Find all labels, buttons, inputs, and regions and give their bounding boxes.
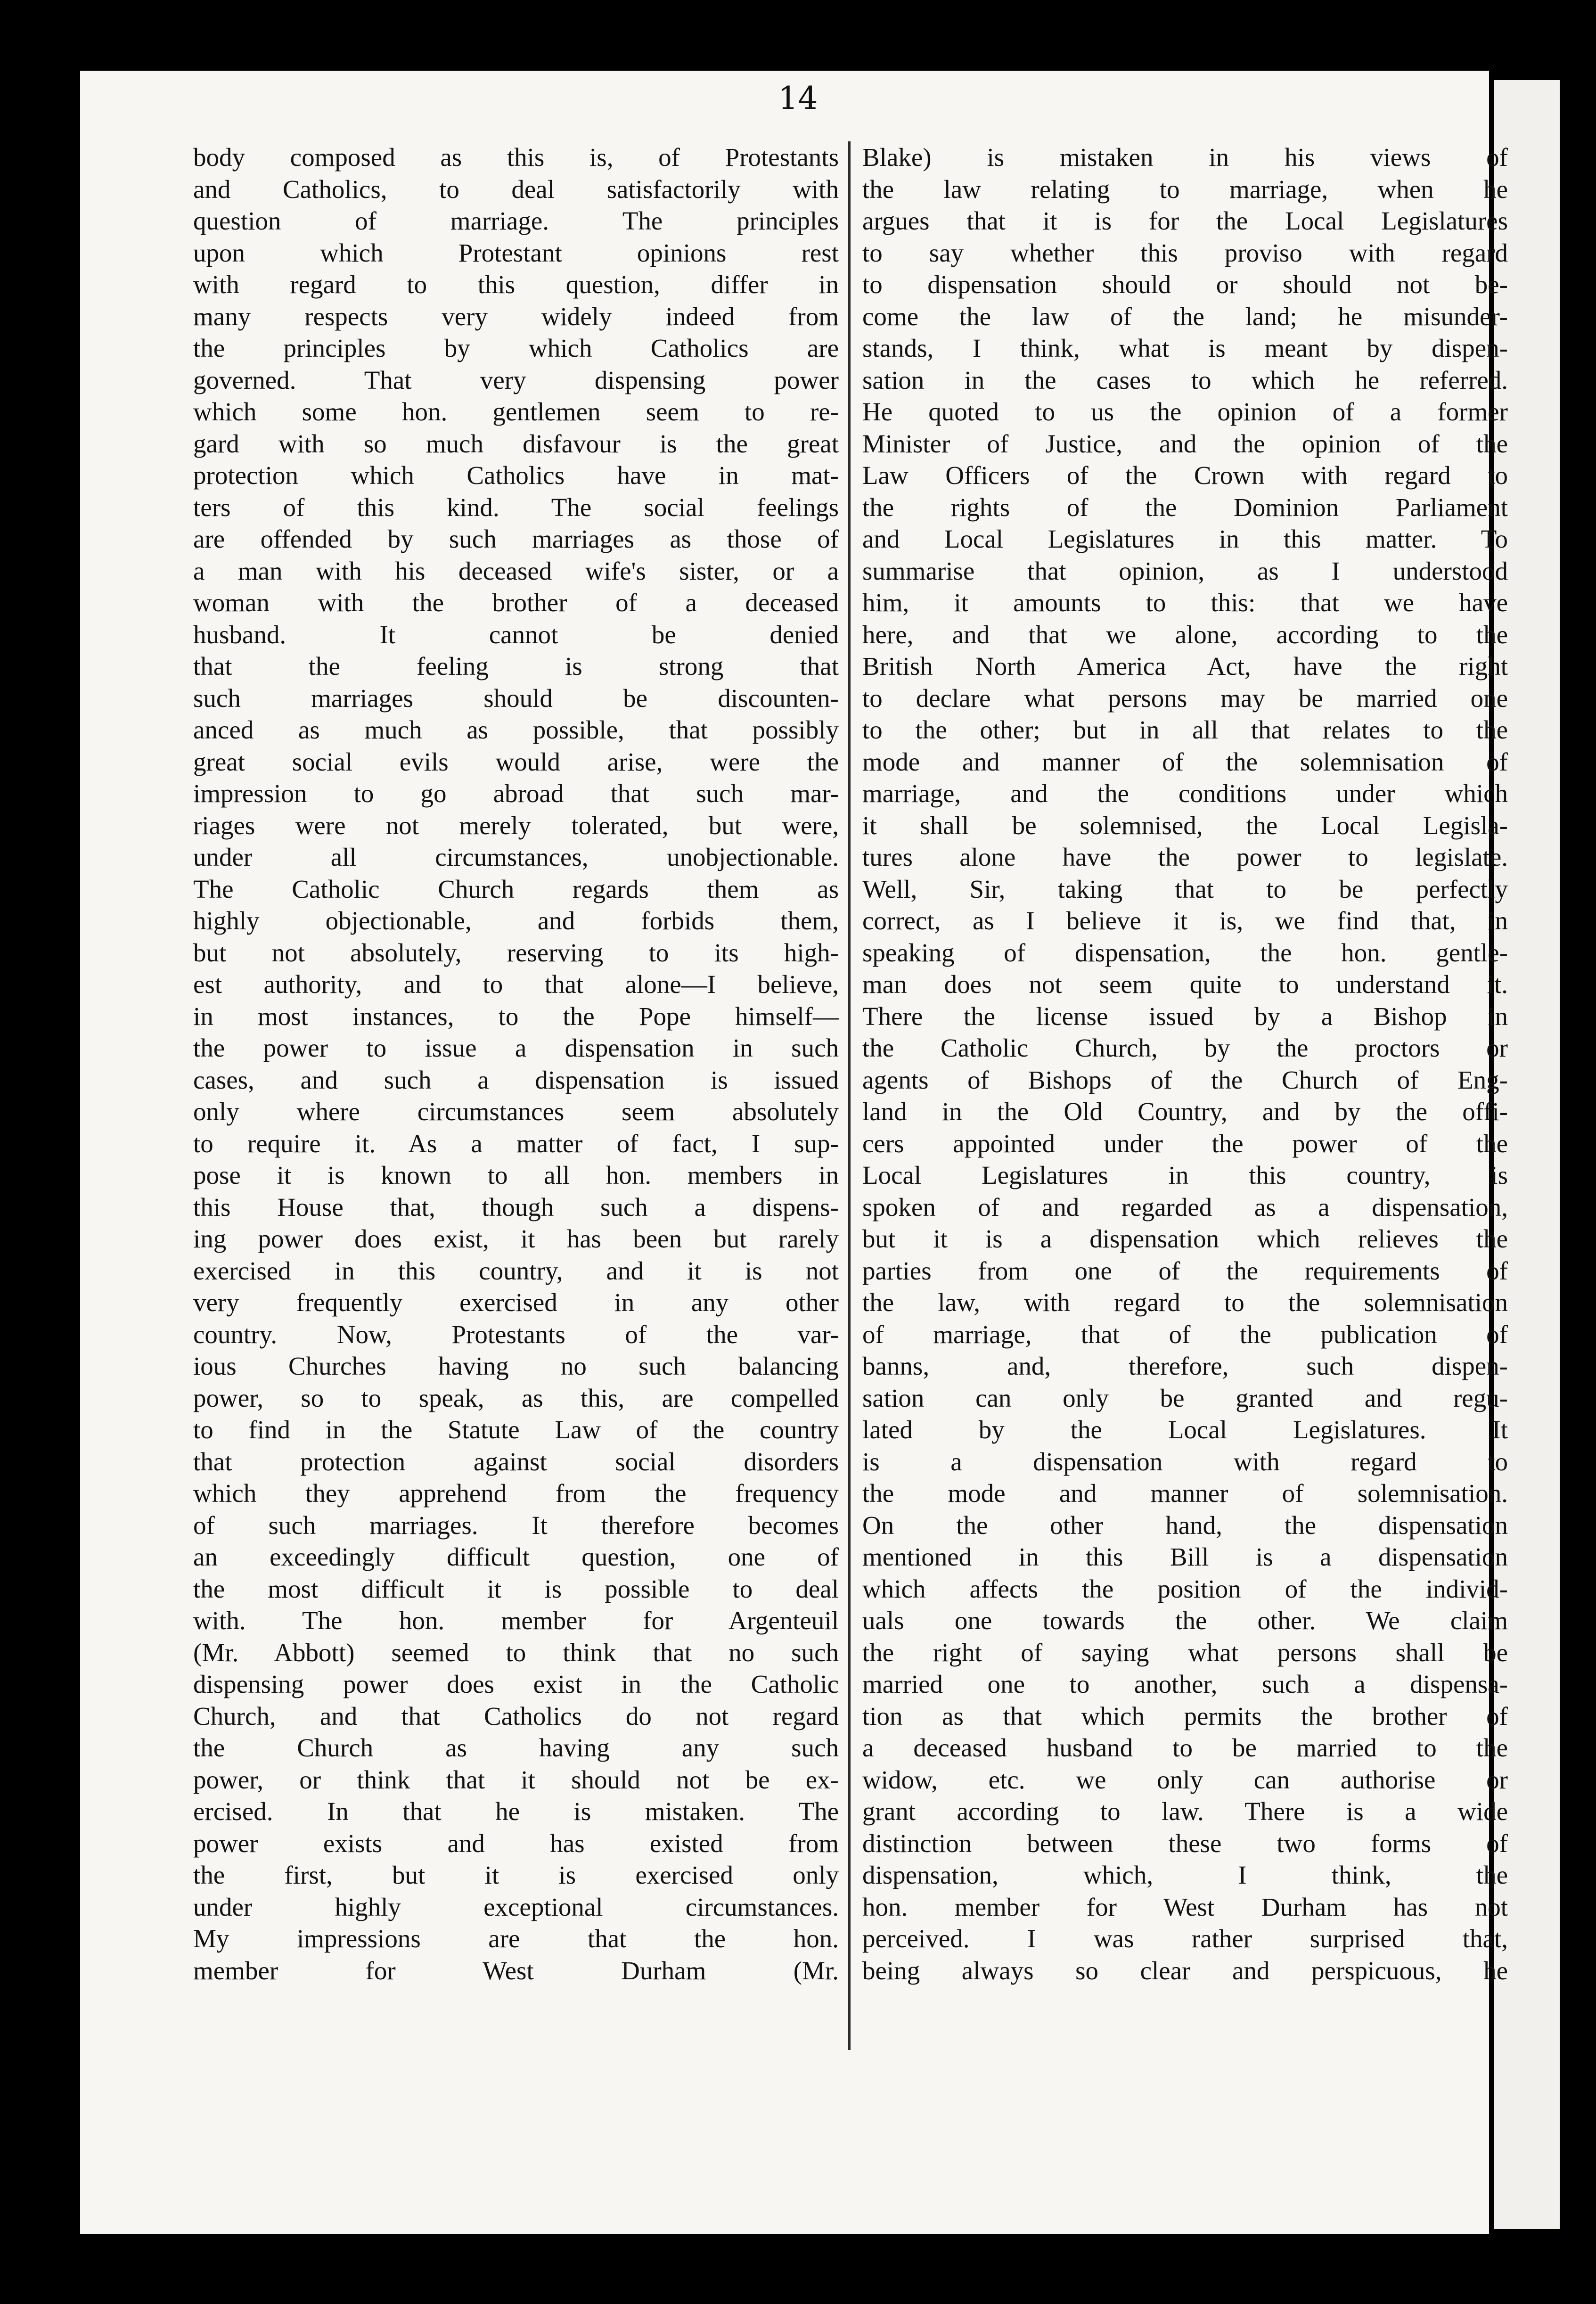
text-line: land in the Old Country, and by the offi- xyxy=(862,1097,1508,1126)
text-line: husband. It cannot be denied xyxy=(193,620,839,649)
text-line: it shall be solemnised, the Local Legisla- xyxy=(862,811,1508,840)
text-line: to require it. As a matter of fact, I sup- xyxy=(193,1129,839,1158)
column-divider xyxy=(848,141,851,2050)
text-line: governed. That very dispensing power xyxy=(193,365,839,394)
text-line: speaking of dispensation, the hon. gentle- xyxy=(862,938,1508,967)
text-line: tion as that which permits the brother of xyxy=(862,1701,1508,1730)
text-line: to the other; but in all that relates to the xyxy=(862,715,1508,744)
text-line: There the license issued by a Bishop in xyxy=(862,1001,1508,1031)
left-text-column xyxy=(193,141,839,2055)
text-line: the right of saying what persons shall be xyxy=(862,1638,1508,1667)
text-line: an exceedingly difficult question, one of xyxy=(193,1542,839,1571)
text-line: upon which Protestant opinions rest xyxy=(193,238,839,267)
text-line: which some hon. gentlemen seem to re- xyxy=(193,397,839,426)
text-line: only where circumstances seem absolutely xyxy=(193,1097,839,1126)
text-line: mentioned in this Bill is a dispensation xyxy=(862,1542,1508,1571)
text-line: cases, and such a dispensation is issued xyxy=(193,1065,839,1094)
text-line: are offended by such marriages as those of xyxy=(193,525,839,553)
text-line: stands, I think, what is meant by dispen- xyxy=(862,334,1508,362)
text-line: impression to go abroad that such mar- xyxy=(193,779,839,808)
text-line: under all circumstances, unobjectionable. xyxy=(193,843,839,871)
text-line: to find in the Statute Law of the country xyxy=(193,1415,839,1444)
text-line: est authority, and to that alone—I believe, xyxy=(193,970,839,999)
text-line: exercised in this country, and it is not xyxy=(193,1256,839,1285)
text-line: ercised. In that he is mistaken. The xyxy=(193,1797,839,1826)
text-line: come the law of the land; he misunder- xyxy=(862,302,1508,331)
text-line: to dispensation should or should not be- xyxy=(862,270,1508,299)
text-line: anced as much as possible, that possibly xyxy=(193,715,839,744)
text-line: dispensation, which, I think, the xyxy=(862,1861,1508,1889)
text-line: which they apprehend from the frequency xyxy=(193,1479,839,1508)
text-line: him, it amounts to this: that we have xyxy=(862,588,1508,617)
text-line: to say whether this proviso with regard xyxy=(862,238,1508,267)
text-line: a deceased husband to be married to the xyxy=(862,1733,1508,1762)
text-line: with. The hon. member for Argenteuil xyxy=(193,1606,839,1635)
text-line: Church, and that Catholics do not regard xyxy=(193,1701,839,1730)
page-number: 14 xyxy=(778,80,818,116)
text-line: pose it is known to all hon. members in xyxy=(193,1161,839,1189)
text-line: question of marriage. The principles xyxy=(193,206,839,235)
text-line: On the other hand, the dispensation xyxy=(862,1510,1508,1540)
text-line: marriage, and the conditions under which xyxy=(862,779,1508,808)
text-line: with regard to this question, differ in xyxy=(193,270,839,299)
text-line: the Catholic Church, by the proctors or xyxy=(862,1033,1508,1062)
text-line: Blake) is mistaken in his views of xyxy=(862,143,1508,172)
text-line: power exists and has existed from xyxy=(193,1828,839,1858)
text-line: spoken of and regarded as a dispensation, xyxy=(862,1192,1508,1222)
text-line: highly objectionable, and forbids them, xyxy=(193,906,839,935)
text-line: that protection against social disorders xyxy=(193,1447,839,1476)
text-line: ious Churches having no such balancing xyxy=(193,1352,839,1380)
text-line: distinction between these two forms of xyxy=(862,1828,1508,1858)
text-line: cers appointed under the power of the xyxy=(862,1129,1508,1158)
text-line: in most instances, to the Pope himself— xyxy=(193,1001,839,1031)
text-line: the law relating to marriage, when he xyxy=(862,174,1508,204)
text-line: (Mr. Abbott) seemed to think that no such xyxy=(193,1638,839,1667)
text-line: ters of this kind. The social feelings xyxy=(193,492,839,522)
text-line: hon. member for West Durham has not xyxy=(862,1892,1508,1921)
text-line: the power to issue a dispensation in such xyxy=(193,1033,839,1062)
text-line: which affects the position of the individ- xyxy=(862,1574,1508,1603)
text-line: the mode and manner of solemnisation. xyxy=(862,1479,1508,1508)
text-line: widow, etc. we only can authorise or xyxy=(862,1765,1508,1794)
text-line: woman with the brother of a deceased xyxy=(193,588,839,617)
text-line: but not absolutely, reserving to its high- xyxy=(193,938,839,967)
text-line: correct, as I believe it is, we find that, in xyxy=(862,906,1508,935)
text-line: the most difficult it is possible to deal xyxy=(193,1574,839,1603)
text-line: agents of Bishops of the Church of Eng- xyxy=(862,1065,1508,1094)
text-line: mode and manner of the solemnisation of xyxy=(862,747,1508,776)
text-line: that the feeling is strong that xyxy=(193,652,839,681)
text-line: Well, Sir, taking that to be perfectly xyxy=(862,874,1508,903)
text-line: The Catholic Church regards them as xyxy=(193,874,839,903)
text-line: grant according to law. There is a wide xyxy=(862,1797,1508,1826)
text-line: Local Legislatures in this country, is xyxy=(862,1161,1508,1189)
text-line: British North America Act, have the right xyxy=(862,652,1508,681)
text-line: argues that it is for the Local Legislatures xyxy=(862,206,1508,235)
text-line: great social evils would arise, were the xyxy=(193,747,839,776)
text-line: power, or think that it should not be ex- xyxy=(193,1765,839,1794)
text-line: the first, but it is exercised only xyxy=(193,1861,839,1889)
text-line: tures alone have the power to legislate. xyxy=(862,843,1508,871)
right-text-column xyxy=(862,141,1508,2055)
text-line: uals one towards the other. We claim xyxy=(862,1606,1508,1635)
text-line: parties from one of the requirements of xyxy=(862,1256,1508,1285)
text-line: is a dispensation with regard to xyxy=(862,1447,1508,1476)
text-line: member for West Durham (Mr. xyxy=(193,1956,839,1985)
text-line: being always so clear and perspicuous, he xyxy=(862,1956,1508,1985)
text-line: many respects very widely indeed from xyxy=(193,302,839,331)
text-line: banns, and, therefore, such dispen- xyxy=(862,1352,1508,1380)
text-line: My impressions are that the hon. xyxy=(193,1924,839,1953)
text-line: He quoted to us the opinion of a former xyxy=(862,397,1508,426)
text-line: and Local Legislatures in this matter. To xyxy=(862,525,1508,553)
text-line: this House that, though such a dispens- xyxy=(193,1192,839,1222)
text-line: riages were not merely tolerated, but were, xyxy=(193,811,839,840)
text-line: the law, with regard to the solemnisation xyxy=(862,1288,1508,1317)
text-line: perceived. I was rather surprised that, xyxy=(862,1924,1508,1953)
text-line: under highly exceptional circumstances. xyxy=(193,1892,839,1921)
text-line: of such marriages. It therefore becomes xyxy=(193,1510,839,1540)
text-line: lated by the Local Legislatures. It xyxy=(862,1415,1508,1444)
text-line: Minister of Justice, and the opinion of the xyxy=(862,429,1508,458)
text-line: gard with so much disfavour is the great xyxy=(193,429,839,458)
text-line: the rights of the Dominion Parliament xyxy=(862,492,1508,522)
text-line: to declare what persons may be married one xyxy=(862,683,1508,713)
text-line: sation in the cases to which he referred. xyxy=(862,365,1508,394)
text-line: dispensing power does exist in the Catholic xyxy=(193,1670,839,1698)
text-line: country. Now, Protestants of the var- xyxy=(193,1320,839,1349)
text-line: but it is a dispensation which relieves the xyxy=(862,1224,1508,1253)
text-line: here, and that we alone, according to the xyxy=(862,620,1508,649)
text-line: and Catholics, to deal satisfactorily with xyxy=(193,174,839,204)
text-line: very frequently exercised in any other xyxy=(193,1288,839,1317)
text-line: summarise that opinion, as I understood xyxy=(862,556,1508,585)
text-line: the Church as having any such xyxy=(193,1733,839,1762)
text-line: married one to another, such a dispensa- xyxy=(862,1670,1508,1698)
text-line: a man with his deceased wife's sister, or a xyxy=(193,556,839,585)
text-line: of marriage, that of the publication of xyxy=(862,1320,1508,1349)
text-line: Law Officers of the Crown with regard to xyxy=(862,461,1508,490)
text-line: such marriages should be discounten- xyxy=(193,683,839,713)
text-line: protection which Catholics have in mat- xyxy=(193,461,839,490)
text-line: ing power does exist, it has been but rarely xyxy=(193,1224,839,1253)
text-line: sation can only be granted and regu- xyxy=(862,1383,1508,1412)
text-line: power, so to speak, as this, are compelled xyxy=(193,1383,839,1412)
text-line: the principles by which Catholics are xyxy=(193,334,839,362)
text-line: body composed as this is, of Protestants xyxy=(193,143,839,172)
text-line: man does not seem quite to understand it. xyxy=(862,970,1508,999)
